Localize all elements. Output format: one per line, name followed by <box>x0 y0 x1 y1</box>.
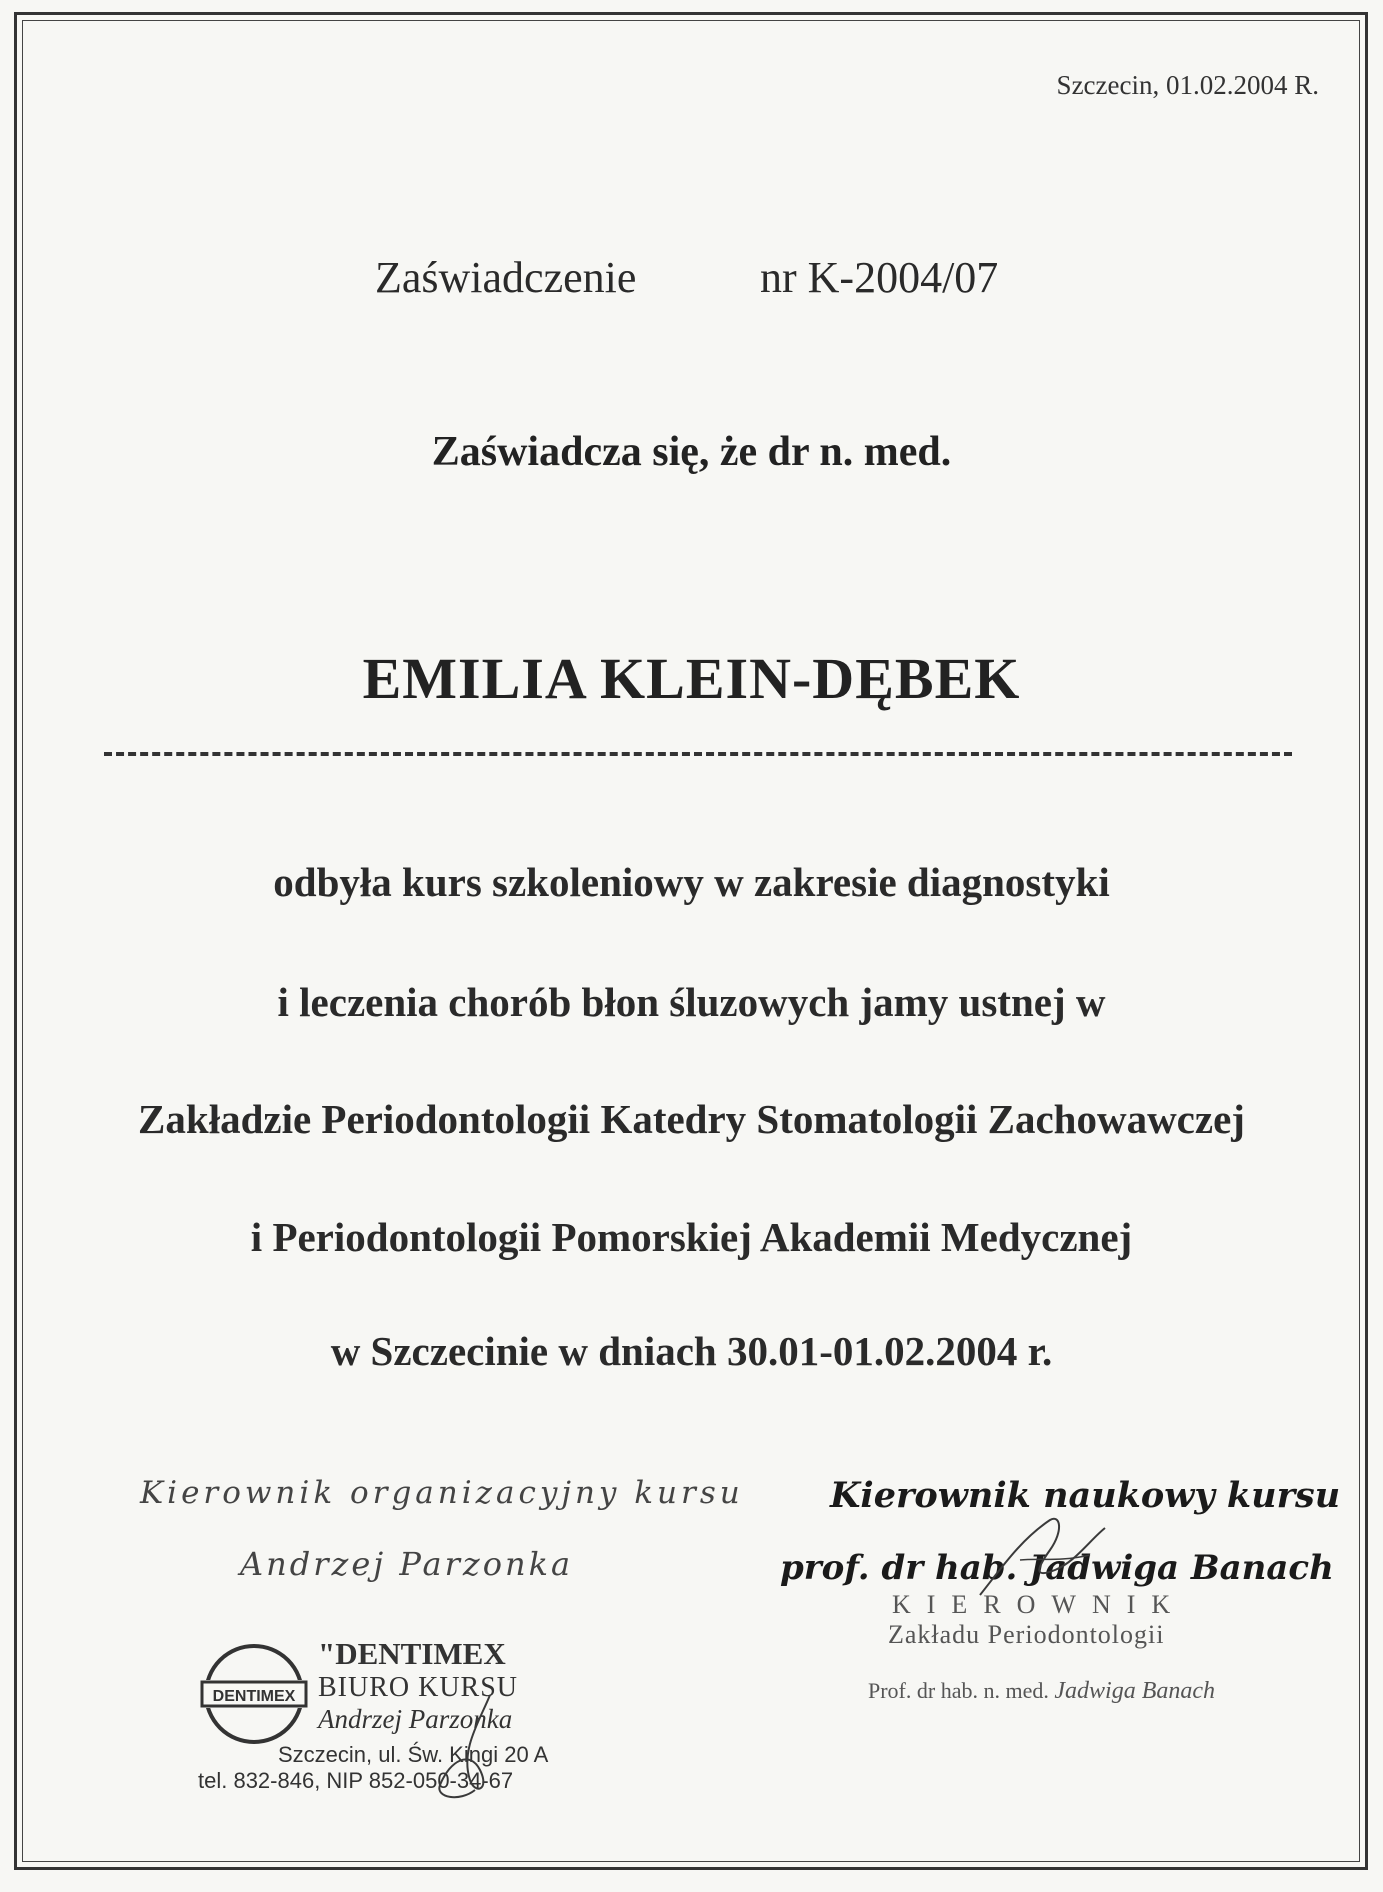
certifies-line: Zaświadcza się, że dr n. med. <box>431 429 952 475</box>
document-date: Szczecin, 01.02.2004 R. <box>1056 70 1319 100</box>
dentimex-stamp-person: Andrzej Parzonka <box>318 1704 513 1734</box>
dentimex-stamp-contact: tel. 832-846, NIP 852-050-34-67 <box>198 1768 514 1793</box>
dentimex-stamp-name: "DENTIMEX <box>318 1636 506 1671</box>
certificate-title: Zaświadczenie <box>375 253 637 302</box>
dentimex-logo-text: DENTIMEX <box>212 1688 296 1705</box>
professor-title: Prof. dr hab. n. med. <box>868 1678 1049 1703</box>
body-line-1: odbyła kurs szkoleniowy w zakresie diagnostyki <box>273 859 1110 905</box>
certificate-number: nr K-2004/07 <box>760 253 999 302</box>
scientific-head-role: Kierownik naukowy kursu <box>830 1475 1341 1516</box>
dentimex-stamp-office: BIURO KURSU <box>318 1672 519 1703</box>
organizational-head-role: Kierownik organizacyjny kursu <box>140 1475 744 1511</box>
department-stamp-title: KIEROWNIK <box>892 1590 1187 1619</box>
body-line-3: Zakładzie Periodontologii Katedry Stomatologii Zachowawczej <box>138 1096 1245 1142</box>
professor-name: Jadwiga Banach <box>1054 1678 1215 1704</box>
scientific-head-name: prof. dr hab. Jadwiga Banach <box>780 1548 1334 1588</box>
handwritten-signature-parzonka <box>420 1690 530 1810</box>
body-line-4: i Periodontologii Pomorskiej Akademii Medycznej <box>250 1214 1133 1260</box>
department-stamp-professor <box>868 1678 1215 1705</box>
recipient-name: EMILIA KLEIN-DĘBEK <box>362 646 1021 711</box>
body-line-5: w Szczecinie w dniach 30.01-01.02.2004 r. <box>330 1328 1053 1374</box>
dashed-divider <box>104 752 1292 756</box>
dentimex-stamp-address: Szczecin, ul. Św. Kingi 20 A <box>278 1742 549 1767</box>
dentimex-logo <box>200 1640 308 1748</box>
organizational-head-name: Andrzej Parzonka <box>240 1545 574 1583</box>
department-stamp-unit: Zakładu Periodontologii <box>888 1620 1165 1649</box>
body-line-2: i leczenia chorób błon śluzowych jamy ustnej w <box>277 979 1106 1025</box>
